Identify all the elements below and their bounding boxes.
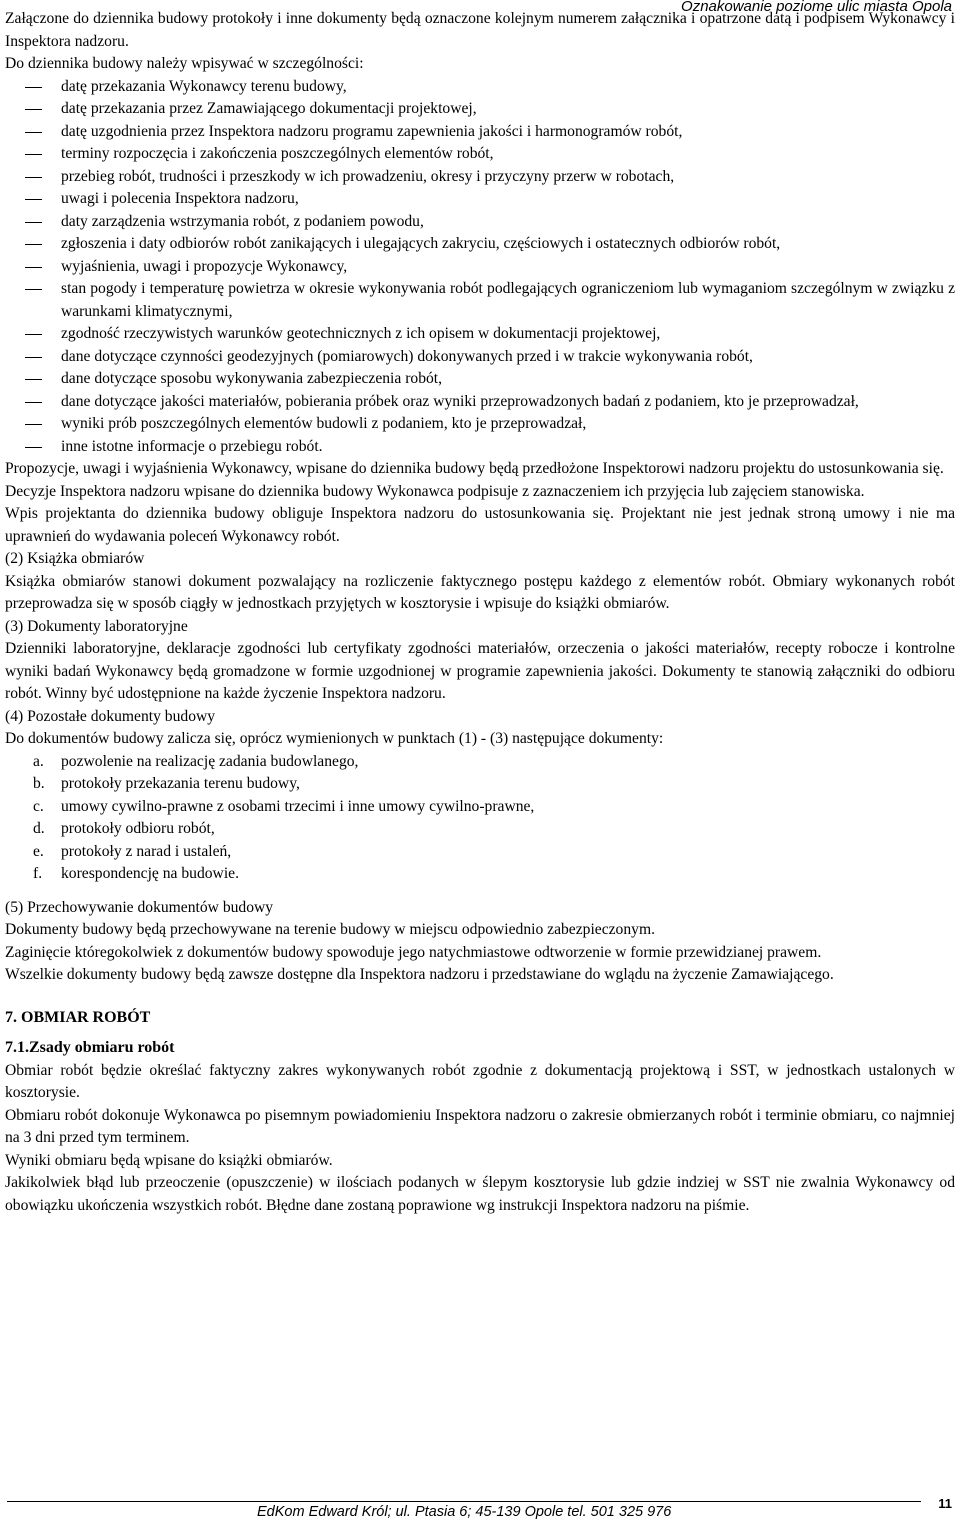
list-letter: f. xyxy=(33,865,43,882)
list-item: datę uzgodnienia przez Inspektora nadzoru programu zapewnienia jakości i harmonogramów robót, xyxy=(5,121,955,144)
list-item: stan pogody i temperaturę powietrza w okresie wykonywania robót podlegających ograniczeniom lub wymaganiom szczególnym w związku z warunkami klimatycznymi, xyxy=(5,278,955,323)
intro-paragraph: Załączone do dziennika budowy protokoły i inne dokumenty będą oznaczone kolejnym numerem załącznika i opatrzone datą i podpisem Wykonawcy i Inspektora nadzoru. xyxy=(5,10,955,50)
list-item xyxy=(5,773,955,796)
intro-paragraph: Do dziennika budowy należy wpisywać w szczególności: xyxy=(5,55,364,72)
page-header: Oznakowanie poziome ulic miasta Opola xyxy=(681,0,952,15)
list-item: dane dotyczące czynności geodezyjnych (pomiarowych) dokonywanych przed i w trakcie wykonywania robót, xyxy=(5,346,955,369)
list-item xyxy=(5,751,955,774)
section-heading: 7. OBMIAR ROBÓT xyxy=(5,1008,151,1026)
paragraph: Obmiaru robót dokonuje Wykonawca po pisemnym powiadomieniu Inspektora nadzoru o zakresie obmierzanych robót i terminie obmiaru, co najmniej na 3 dni przed tym terminem. xyxy=(5,1106,955,1146)
list-text: protokoły z narad i ustaleń, xyxy=(61,842,232,860)
list-item xyxy=(5,863,955,886)
paragraph: Jakikolwiek błąd lub przeoczenie (opuszczenie) w ilościach podanych w ślepym kosztorysie lub gdzie indziej w SST nie zwalnia Wykonawcy od obowiązku ukończenia wszystkich robót. Błędne dane zostaną poprawione wg instrukcji Inspektora nadzoru na piśmie. xyxy=(5,1174,955,1214)
paragraph: Dzienniki laboratoryjne, deklaracje zgodności lub certyfikaty zgodności materiałów, orzeczenia o jakości materiałów, recepty robocze i kontrolne wyniki badań Wykonawcy będą gromadzone w formie uzgodnionej w programie zapewnienia jakości. Dokumenty te stanowią załączniki do odbioru robót. Winny być udostępnione na każde życzenie Inspektora nadzoru. xyxy=(5,640,955,702)
list-item: datę przekazania Wykonawcy terenu budowy, xyxy=(5,76,955,99)
list-item: wyjaśnienia, uwagi i propozycje Wykonawcy, xyxy=(5,256,955,279)
paragraph: Wszelkie dokumenty budowy będą zawsze dostępne dla Inspektora nadzoru i przedstawiane do wglądu na życzenie Zamawiającego. xyxy=(5,966,834,983)
list-item: wyniki prób poszczególnych elementów budowli z podaniem, kto je przeprowadzał, xyxy=(5,413,955,436)
paragraph: Dokumenty budowy będą przechowywane na terenie budowy w miejscu odpowiednio zabezpieczonym. xyxy=(5,921,655,938)
documents-list xyxy=(5,751,955,886)
list-text: protokoły odbioru robót, xyxy=(61,820,215,837)
list-text: korespondencję na budowie. xyxy=(61,865,239,882)
list-item xyxy=(5,796,955,819)
list-item: dane dotyczące sposobu wykonywania zabezpieczenia robót, xyxy=(5,368,955,391)
paragraph: Do dokumentów budowy zalicza się, oprócz wymienionych w punktach (1) - (3) następujące dokumenty: xyxy=(5,730,664,747)
list-letter: b. xyxy=(33,775,45,792)
list-text: pozwolenie na realizację zadania budowlanego, xyxy=(61,752,359,770)
paragraph: Wpis projektanta do dziennika budowy obliguje Inspektora nadzoru do ustosunkowania się. Projektant nie jest jednak stroną umowy i nie ma uprawnień do wydawania poleceń Wykonawcy robót. xyxy=(5,505,955,545)
list-item: daty zarządzenia wstrzymania robót, z podaniem powodu, xyxy=(5,211,955,234)
list-letter: c. xyxy=(33,797,44,815)
list-letter: e. xyxy=(33,842,44,860)
paragraph: Propozycje, uwagi i wyjaśnienia Wykonawcy, wpisane do dziennika budowy będą przedłożone Inspektorowi nadzoru projektu do ustosunkowania się. xyxy=(5,460,944,477)
paragraph: Wyniki obmiaru będą wpisane do książki obmiarów. xyxy=(5,1151,333,1169)
subsection-title: (3) Dokumenty laboratoryjne xyxy=(5,617,188,635)
list-item: uwagi i polecenia Inspektora nadzoru, xyxy=(5,188,955,211)
list-item xyxy=(5,841,955,864)
subsection-heading: 7.1.Zsady obmiaru robót xyxy=(5,1039,175,1056)
footer-divider xyxy=(7,1501,921,1502)
list-item: przebieg robót, trudności i przeszkody w ich prowadzeniu, okresy i przyczyny przerw w robotach, xyxy=(5,166,955,189)
paragraph: Książka obmiarów stanowi dokument pozwalający na rozliczenie faktycznego postępu każdego z elementów robót. Obmiary wykonanych robót przeprowadza się w sposób ciągły w jednostkach przyjętych w kosztorysie i wpisuje do książki obmiarów. xyxy=(5,572,955,612)
list-item: zgodność rzeczywistych warunków geotechnicznych z ich opisem w dokumentacji projektowej, xyxy=(5,323,955,346)
list-item xyxy=(5,818,955,841)
list-item: datę przekazania przez Zamawiającego dokumentacji projektowej, xyxy=(5,98,955,121)
footer-text: EdKom Edward Król; ul. Ptasia 6; 45-139 Opole tel. 501 325 976 xyxy=(257,1504,672,1520)
list-text: protokoły przekazania terenu budowy, xyxy=(61,775,300,792)
list-item: zgłoszenia i daty odbiorów robót zanikających i ulegających zakryciu, częściowych i ostatecznych odbiorów robót, xyxy=(5,233,955,256)
list-item: terminy rozpoczęcia i zakończenia poszczególnych elementów robót, xyxy=(5,143,955,166)
paragraph: Zaginięcie któregokolwiek z dokumentów budowy spowoduje jego natychmiastowe odtworzenie w formie przewidzianej prawem. xyxy=(5,943,822,961)
paragraph: Decyzje Inspektora nadzoru wpisane do dziennika budowy Wykonawca podpisuje z zaznaczeniem ich przyjęcia lub zajęciem stanowiska. xyxy=(5,482,865,500)
list-text: umowy cywilno-prawne z osobami trzecimi i inne umowy cywilno-prawne, xyxy=(61,797,535,815)
list-letter: d. xyxy=(33,820,45,837)
list-letter: a. xyxy=(33,752,44,770)
list-item: inne istotne informacje o przebiegu robót. xyxy=(5,436,955,459)
page-number: 11 xyxy=(938,1496,952,1511)
subsection-title: (2) Książka obmiarów xyxy=(5,550,145,567)
paragraph: Obmiar robót będzie określać faktyczny zakres wykonywanych robót zgodnie z dokumentacją projektową i SST, w jednostkach ustalonych w kosztorysie. xyxy=(5,1061,955,1101)
document-body xyxy=(5,0,955,1217)
page-footer xyxy=(0,1496,960,1522)
subsection-title: (4) Pozostałe dokumenty budowy xyxy=(5,707,216,725)
subsection-title: (5) Przechowywanie dokumentów budowy xyxy=(5,898,274,916)
list-item: dane dotyczące jakości materiałów, pobierania próbek oraz wyniki przeprowadzonych badań z podaniem, kto je przeprowadzał, xyxy=(5,391,955,414)
diary-entries-list xyxy=(5,76,955,459)
